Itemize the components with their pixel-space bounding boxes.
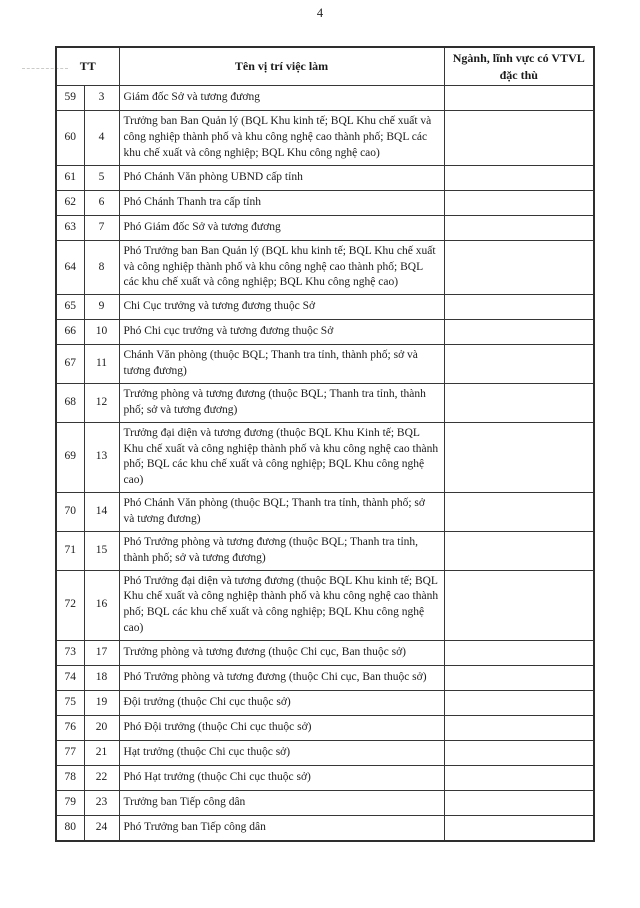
row-stt-number: 72 [56,570,84,640]
table-row [56,165,594,190]
row-sector-value [444,383,594,422]
row-position-name: Chi Cục trưởng và tương đương thuộc Sở [119,295,444,320]
row-sector-value [444,691,594,716]
row-sub-number: 3 [84,86,119,111]
table-row [56,641,594,666]
row-sector-value [444,165,594,190]
row-stt-number: 74 [56,666,84,691]
row-sub-number: 18 [84,666,119,691]
row-sub-number: 14 [84,493,119,532]
row-stt-number: 80 [56,816,84,841]
row-position-name: Phó Chánh Thanh tra cấp tỉnh [119,190,444,215]
table-row [56,86,594,111]
table-row [56,111,594,166]
row-stt-number: 78 [56,766,84,791]
row-position-name: Chánh Văn phòng (thuộc BQL; Thanh tra tỉnh, thành phố; sở và tương đương) [119,345,444,384]
table-row [56,691,594,716]
table-row [56,816,594,841]
row-stt-number: 73 [56,641,84,666]
row-stt-number: 62 [56,190,84,215]
row-stt-number: 77 [56,741,84,766]
row-sub-number: 6 [84,190,119,215]
row-stt-number: 67 [56,345,84,384]
row-sub-number: 24 [84,816,119,841]
row-sector-value [444,422,594,492]
page-number: 4 [316,6,324,20]
row-stt-number: 61 [56,165,84,190]
row-position-name: Phó Trưởng ban Ban Quản lý (BQL khu kinh tế; BQL Khu chế xuất và công nghiệp thành phố và khu công nghệ cao thành phố; BQL các khu chế xuất và công nghiệp; BQL Khu công nghệ cao) [119,240,444,295]
row-stt-number: 69 [56,422,84,492]
column-header-sector: Ngành, lĩnh vực có VTVL đặc thù [444,47,594,86]
column-header-tt: TT [56,47,119,86]
table-row [56,766,594,791]
row-sub-number: 23 [84,791,119,816]
row-stt-number: 64 [56,240,84,295]
row-sub-number: 5 [84,165,119,190]
row-position-name: Phó Trưởng phòng và tương đương (thuộc Chi cục, Ban thuộc sở) [119,666,444,691]
table-row [56,666,594,691]
row-stt-number: 75 [56,691,84,716]
row-sector-value [444,345,594,384]
table-row [56,422,594,492]
row-sub-number: 8 [84,240,119,295]
row-sector-value [444,531,594,570]
row-sub-number: 15 [84,531,119,570]
row-sector-value [444,190,594,215]
table-row [56,345,594,384]
row-position-name: Phó Giám đốc Sở và tương đương [119,215,444,240]
row-stt-number: 65 [56,295,84,320]
row-sub-number: 9 [84,295,119,320]
row-sector-value [444,666,594,691]
row-position-name: Phó Chi cục trưởng và tương đương thuộc Sở [119,320,444,345]
row-sub-number: 13 [84,422,119,492]
row-stt-number: 68 [56,383,84,422]
table-row [56,531,594,570]
table-row [56,791,594,816]
table-row [56,295,594,320]
row-sub-number: 22 [84,766,119,791]
row-sector-value [444,111,594,166]
row-position-name: Hạt trưởng (thuộc Chi cục thuộc sở) [119,741,444,766]
row-sector-value [444,86,594,111]
row-position-name: Giám đốc Sở và tương đương [119,86,444,111]
table-row [56,320,594,345]
table-header-row [56,47,594,86]
row-sector-value [444,816,594,841]
row-stt-number: 60 [56,111,84,166]
row-sub-number: 11 [84,345,119,384]
row-sector-value [444,320,594,345]
row-sub-number: 7 [84,215,119,240]
row-sector-value [444,716,594,741]
row-sub-number: 17 [84,641,119,666]
table-body [56,86,594,841]
table-row [56,190,594,215]
row-sector-value [444,766,594,791]
row-stt-number: 71 [56,531,84,570]
row-stt-number: 63 [56,215,84,240]
row-sub-number: 19 [84,691,119,716]
row-stt-number: 59 [56,86,84,111]
table-row [56,716,594,741]
row-position-name: Đội trưởng (thuộc Chi cục thuộc sở) [119,691,444,716]
row-position-name: Trưởng đại diện và tương đương (thuộc BQL Khu Kinh tế; BQL Khu chế xuất và công nghiệp thành phố và khu công nghệ cao thành phố; BQL các khu chế xuất và công nghiệp; BQL Khu công nghệ cao) [119,422,444,492]
row-position-name: Trưởng phòng và tương đương (thuộc BQL; Thanh tra tỉnh, thành phố; sở và tương đương) [119,383,444,422]
row-sector-value [444,240,594,295]
row-sub-number: 20 [84,716,119,741]
row-position-name: Phó Chánh Văn phòng UBND cấp tỉnh [119,165,444,190]
row-stt-number: 70 [56,493,84,532]
row-sector-value [444,641,594,666]
row-sector-value [444,791,594,816]
row-stt-number: 66 [56,320,84,345]
table-row [56,741,594,766]
row-position-name: Phó Hạt trưởng (thuộc Chi cục thuộc sở) [119,766,444,791]
row-stt-number: 76 [56,716,84,741]
row-sector-value [444,215,594,240]
row-stt-number: 79 [56,791,84,816]
row-position-name: Trưởng ban Ban Quản lý (BQL Khu kinh tế; BQL Khu chế xuất và công nghiệp thành phố và khu công nghệ cao thành phố; BQL các khu chế xuất và công nghiệp; BQL Khu công nghệ cao) [119,111,444,166]
column-header-position-name: Tên vị trí việc làm [119,47,444,86]
row-sector-value [444,295,594,320]
row-sector-value [444,493,594,532]
row-position-name: Phó Đội trưởng (thuộc Chi cục thuộc sở) [119,716,444,741]
row-position-name: Phó Trưởng phòng và tương đương (thuộc BQL; Thanh tra tỉnh, thành phố; sở và tương đương) [119,531,444,570]
row-sector-value [444,570,594,640]
row-position-name: Phó Trưởng đại diện và tương đương (thuộc BQL Khu kinh tế; BQL Khu chế xuất và công nghiệp thành phố và khu công nghệ cao thành phố; BQL các khu chế xuất và công nghiệp; BQL Khu công nghệ cao) [119,570,444,640]
row-sub-number: 16 [84,570,119,640]
row-position-name: Trưởng ban Tiếp công dân [119,791,444,816]
table-row [56,493,594,532]
row-position-name: Phó Chánh Văn phòng (thuộc BQL; Thanh tra tỉnh, thành phố; sở và tương đương) [119,493,444,532]
table-row [56,240,594,295]
job-positions-table [55,46,595,842]
table-row [56,383,594,422]
row-sector-value [444,741,594,766]
row-sub-number: 4 [84,111,119,166]
row-position-name: Trưởng phòng và tương đương (thuộc Chi cục, Ban thuộc sở) [119,641,444,666]
row-sub-number: 12 [84,383,119,422]
table-row [56,215,594,240]
row-sub-number: 10 [84,320,119,345]
table-row [56,570,594,640]
row-position-name: Phó Trưởng ban Tiếp công dân [119,816,444,841]
row-sub-number: 21 [84,741,119,766]
